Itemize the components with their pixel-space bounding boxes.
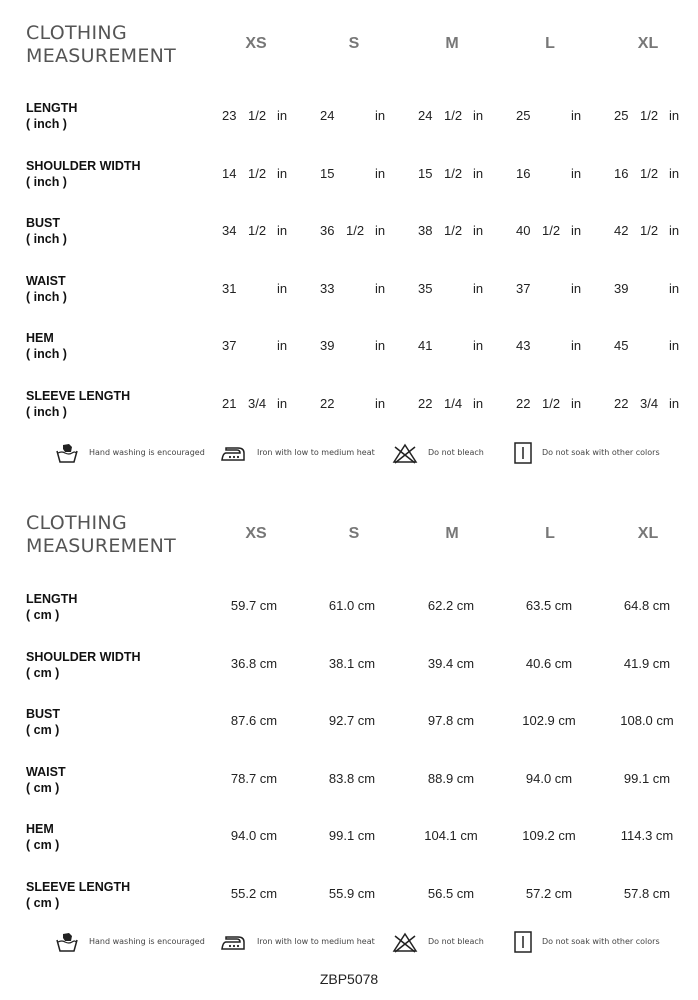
value-unit: in — [277, 108, 288, 123]
value-unit: in — [473, 223, 484, 238]
value-unit: in — [571, 338, 582, 353]
value-fraction: 1/2 — [248, 223, 267, 238]
row-label: SLEEVE LENGTH ( inch ) — [26, 388, 131, 419]
value-whole: 36 — [320, 223, 335, 238]
value-fraction: 3/4 — [640, 395, 659, 411]
cm-value: 63.5 cm — [525, 598, 573, 613]
cm-value: 38.1 cm — [328, 655, 376, 671]
value-whole: 24 — [418, 108, 433, 123]
value-whole: 24 — [320, 108, 335, 123]
size-header-m: M — [445, 525, 459, 542]
value-whole: 37 — [222, 338, 237, 353]
value-whole: 14 — [222, 165, 237, 181]
value-unit: in — [375, 165, 386, 181]
value-fraction: 1/2 — [248, 108, 267, 123]
cm-value: 56.5 cm — [427, 885, 475, 901]
care-text: Do not soak with other colors — [542, 448, 660, 457]
cm-value: 57.8 cm — [623, 885, 671, 901]
value-whole: 21 — [222, 395, 237, 411]
value-whole: 22 — [516, 395, 531, 411]
value-whole: 15 — [418, 165, 433, 181]
value-whole: 22 — [320, 395, 335, 411]
value-whole: 34 — [222, 223, 237, 238]
value-unit: in — [277, 338, 288, 353]
row-label: SHOULDER WIDTH ( inch ) — [26, 158, 141, 189]
care-text: Do not bleach — [428, 937, 484, 946]
value-fraction: 1/2 — [542, 223, 561, 238]
row-label: SLEEVE LENGTH ( cm ) — [26, 879, 131, 910]
product-code: ZBP5078 — [319, 971, 379, 987]
cm-value: 94.0 cm — [525, 770, 573, 786]
value-unit: in — [473, 108, 484, 123]
value-fraction: 1/2 — [444, 223, 463, 238]
value-fraction: 1/2 — [444, 108, 463, 123]
cm-value: 92.7 cm — [328, 713, 376, 728]
value-unit: in — [277, 165, 288, 181]
value-unit: in — [571, 280, 582, 296]
cm-value: 55.9 cm — [328, 885, 376, 901]
size-header-l: L — [545, 35, 555, 52]
row-label: BUST ( cm ) — [26, 707, 61, 737]
value-unit: in — [473, 165, 484, 181]
cm-value: 104.1 cm — [424, 828, 478, 843]
cm-value: 64.8 cm — [623, 598, 671, 613]
value-fraction: 1/2 — [640, 165, 659, 181]
cm-value: 83.8 cm — [328, 770, 376, 786]
row-label: HEM ( cm ) — [26, 822, 60, 852]
care-text: Iron with low to medium heat — [257, 448, 375, 457]
value-whole: 25 — [516, 108, 531, 123]
row-label: BUST ( inch ) — [26, 216, 67, 246]
cm-value: 57.2 cm — [525, 885, 573, 901]
value-whole: 39 — [614, 280, 629, 296]
value-whole: 16 — [614, 165, 629, 181]
value-unit: in — [571, 223, 582, 238]
value-whole: 15 — [320, 165, 335, 181]
care-text: Do not soak with other colors — [542, 937, 660, 946]
size-header-xs: XS — [245, 35, 267, 52]
cm-value: 99.1 cm — [623, 770, 671, 786]
value-unit: in — [473, 280, 484, 296]
cm-value: 87.6 cm — [230, 713, 278, 728]
care-text: Do not bleach — [428, 448, 484, 457]
cm-value: 62.2 cm — [427, 598, 475, 613]
row-label: LENGTH ( cm ) — [26, 592, 78, 622]
value-whole: 33 — [320, 280, 335, 296]
value-unit: in — [669, 108, 680, 123]
value-whole: 39 — [320, 338, 335, 353]
value-unit: in — [571, 108, 582, 123]
row-label: LENGTH ( inch ) — [26, 101, 78, 131]
do-not-soak-icon — [510, 441, 536, 465]
row-label: SHOULDER WIDTH ( cm ) — [26, 649, 141, 680]
value-fraction: 1/4 — [444, 395, 463, 411]
section-title: CLOTHING MEASUREMENT — [26, 512, 177, 557]
value-whole: 37 — [516, 280, 531, 296]
value-whole: 23 — [222, 108, 237, 123]
value-unit: in — [669, 338, 680, 353]
value-whole: 41 — [418, 338, 433, 353]
size-header-xl: XL — [637, 525, 659, 542]
hand-wash-icon — [54, 441, 80, 465]
value-unit: in — [277, 280, 288, 296]
value-whole: 16 — [516, 165, 531, 181]
do-not-bleach-icon — [392, 930, 418, 954]
value-unit: in — [277, 395, 288, 411]
cm-value: 41.9 cm — [623, 655, 671, 671]
iron-icon — [220, 930, 246, 954]
row-label: HEM ( inch ) — [26, 331, 67, 361]
cm-value: 59.7 cm — [230, 598, 278, 613]
value-whole: 25 — [614, 108, 629, 123]
value-unit: in — [375, 223, 386, 238]
size-header-s: S — [348, 35, 360, 52]
size-header-m: M — [445, 35, 459, 52]
value-unit: in — [473, 338, 484, 353]
value-unit: in — [473, 395, 484, 411]
size-header-l: L — [545, 525, 555, 542]
value-fraction: 1/2 — [346, 223, 365, 238]
cm-value: 40.6 cm — [525, 655, 573, 671]
cm-value: 39.4 cm — [427, 655, 475, 671]
value-whole: 35 — [418, 280, 433, 296]
row-label: WAIST ( cm ) — [26, 764, 66, 795]
care-text: Hand washing is encouraged — [89, 937, 205, 946]
care-instructions — [0, 930, 698, 956]
value-fraction: 1/2 — [640, 223, 659, 238]
value-fraction: 1/2 — [640, 108, 659, 123]
value-unit: in — [669, 165, 680, 181]
care-text: Hand washing is encouraged — [89, 448, 205, 457]
value-unit: in — [277, 223, 288, 238]
value-unit: in — [669, 223, 680, 238]
do-not-soak-icon — [510, 930, 536, 954]
value-fraction: 3/4 — [248, 395, 267, 411]
value-unit: in — [571, 165, 582, 181]
value-whole: 45 — [614, 338, 629, 353]
value-whole: 22 — [614, 395, 629, 411]
value-whole: 42 — [614, 223, 629, 238]
size-header-xl: XL — [637, 35, 659, 52]
cm-value: 99.1 cm — [328, 828, 376, 843]
do-not-bleach-icon — [392, 441, 418, 465]
cm-value: 114.3 cm — [620, 828, 674, 843]
row-label: WAIST ( inch ) — [26, 273, 67, 304]
cm-measurement-section — [0, 490, 698, 960]
value-unit: in — [669, 395, 680, 411]
value-unit: in — [375, 280, 386, 296]
cm-value: 102.9 cm — [522, 713, 576, 728]
value-whole: 31 — [222, 280, 237, 296]
value-whole: 22 — [418, 395, 433, 411]
cm-value: 36.8 cm — [230, 655, 278, 671]
iron-icon — [220, 441, 246, 465]
value-whole: 40 — [516, 223, 531, 238]
care-text: Iron with low to medium heat — [257, 937, 375, 946]
section-title: CLOTHING MEASUREMENT — [26, 22, 177, 67]
care-instructions — [0, 441, 698, 467]
cm-value: 108.0 cm — [620, 713, 674, 728]
value-unit: in — [571, 395, 582, 411]
cm-value: 55.2 cm — [230, 885, 278, 901]
cm-value: 94.0 cm — [230, 828, 278, 843]
value-unit: in — [375, 338, 386, 353]
hand-wash-icon — [54, 930, 80, 954]
value-fraction: 1/2 — [444, 165, 463, 181]
value-unit: in — [375, 395, 386, 411]
cm-value: 88.9 cm — [427, 770, 475, 786]
cm-value: 109.2 cm — [522, 828, 576, 843]
size-header-xs: XS — [245, 525, 267, 542]
cm-value: 61.0 cm — [328, 598, 376, 613]
value-unit: in — [375, 108, 386, 123]
value-whole: 43 — [516, 338, 531, 353]
cm-value: 78.7 cm — [230, 770, 278, 786]
value-whole: 38 — [418, 223, 433, 238]
inch-measurement-section — [0, 0, 698, 480]
size-header-s: S — [348, 525, 360, 542]
value-unit: in — [669, 280, 680, 296]
value-fraction: 1/2 — [248, 165, 267, 181]
value-fraction: 1/2 — [542, 395, 561, 411]
cm-value: 97.8 cm — [427, 713, 475, 728]
